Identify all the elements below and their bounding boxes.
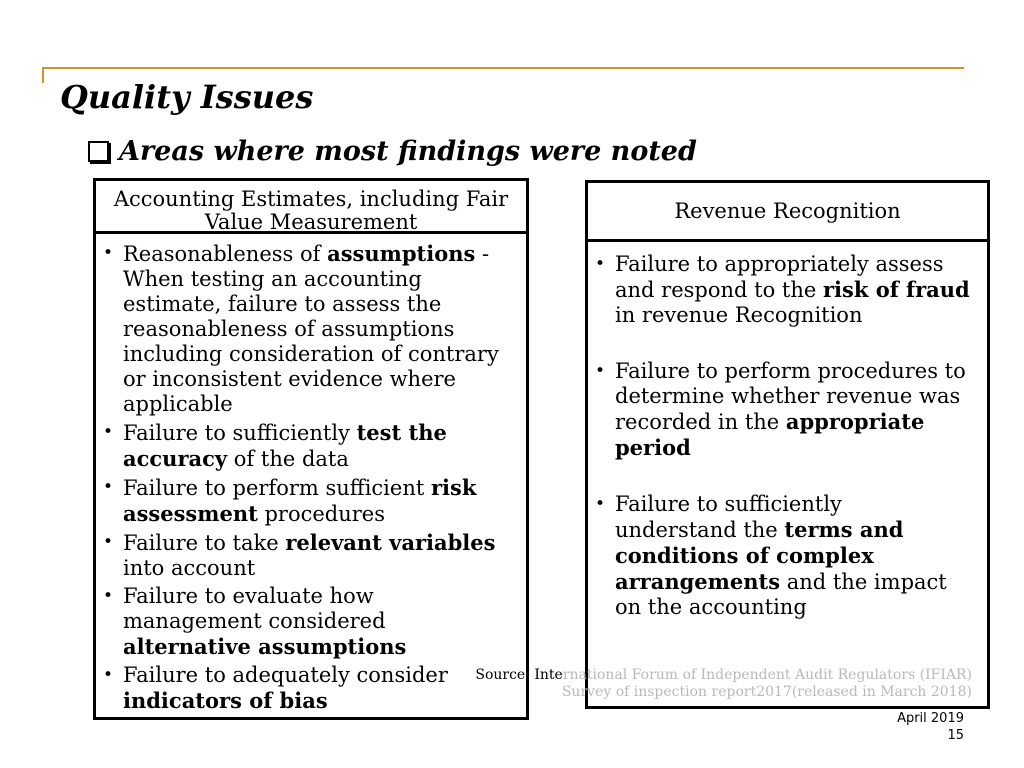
right-bullet-list xyxy=(595,252,970,620)
slide-title: Quality Issues xyxy=(60,78,314,116)
bullet-emphasis: terms and conditions of complex arrangements xyxy=(615,517,904,594)
bullet-text: Failure to sufficiently understand the xyxy=(615,492,842,542)
right-panel xyxy=(585,239,990,709)
bullet-text: - When testing an accounting estimate, failure to assess the reasonableness of assumptions including consideration of contrary or inconsistent evidence where applicable xyxy=(123,242,499,416)
bullet-emphasis: indicators of bias xyxy=(123,688,328,713)
bullet-emphasis: alternative assumptions xyxy=(123,634,407,659)
bullet-emphasis: assumptions xyxy=(327,241,476,266)
checkbox-bullet-icon xyxy=(88,141,109,162)
right-bullet-item xyxy=(595,252,970,328)
bullet-emphasis: relevant variables xyxy=(285,530,496,555)
bullet-emphasis: risk assessment xyxy=(123,475,477,526)
bullet-text: Reasonableness of xyxy=(123,242,328,266)
bullet-text: Failure to perform sufficient xyxy=(123,476,431,500)
bullet-emphasis: appropriate period xyxy=(615,409,925,460)
bullet-text: Failure to sufficiently xyxy=(123,421,357,445)
bullet-text: into account xyxy=(123,556,256,580)
left-heading-text: Accounting Estimates, including Fair Value Measurement xyxy=(113,187,509,234)
bullet-text: of the data xyxy=(227,447,349,471)
bullet-text: and the impact on the accounting xyxy=(615,570,947,619)
left-bullet-item xyxy=(103,663,508,714)
slide-footer xyxy=(897,710,964,744)
bullet-text: Failure to appropriately assess and respond to the xyxy=(615,252,944,302)
subtitle-text: Areas where most findings were noted xyxy=(119,136,697,167)
left-bullet-item xyxy=(103,584,508,660)
right-panel-heading xyxy=(585,180,990,242)
bullet-text: Failure to perform procedures to determine whether revenue was recorded in the xyxy=(615,359,966,434)
source-line1-start: Source: Inte xyxy=(475,667,563,683)
left-bullet-list xyxy=(103,241,508,714)
source-line1-rest: rnational Forum of Independent Audit Regulators (IFIAR) xyxy=(562,667,972,683)
left-bullet-item xyxy=(103,475,508,527)
source-line2: Survey of inspection report2017(released in March 2018) xyxy=(561,684,972,700)
bullet-text: Failure to take xyxy=(123,531,286,555)
left-bullet-item xyxy=(103,241,508,417)
title-rule xyxy=(42,67,964,69)
right-heading-text: Revenue Recognition xyxy=(674,198,901,223)
right-bullet-item xyxy=(595,359,970,461)
source-note xyxy=(475,667,972,701)
left-panel xyxy=(93,230,529,720)
slide-subtitle xyxy=(88,136,697,167)
bullet-text: Failure to evaluate how management considered xyxy=(123,584,386,633)
bullet-emphasis: risk of fraud xyxy=(822,277,970,302)
footer-date: April 2019 xyxy=(897,711,964,726)
footer-page-number: 15 xyxy=(947,728,964,743)
right-bullet-item xyxy=(595,492,970,620)
bullet-text: in revenue Recognition xyxy=(615,303,863,327)
bullet-text: procedures xyxy=(257,502,386,526)
left-bullet-item xyxy=(103,530,508,581)
title-rule-tick xyxy=(42,67,44,83)
left-panel-heading xyxy=(93,178,529,234)
bullet-text: Failure to adequately consider xyxy=(123,663,448,687)
bullet-emphasis: test the accuracy xyxy=(123,420,447,471)
left-bullet-item xyxy=(103,420,508,472)
